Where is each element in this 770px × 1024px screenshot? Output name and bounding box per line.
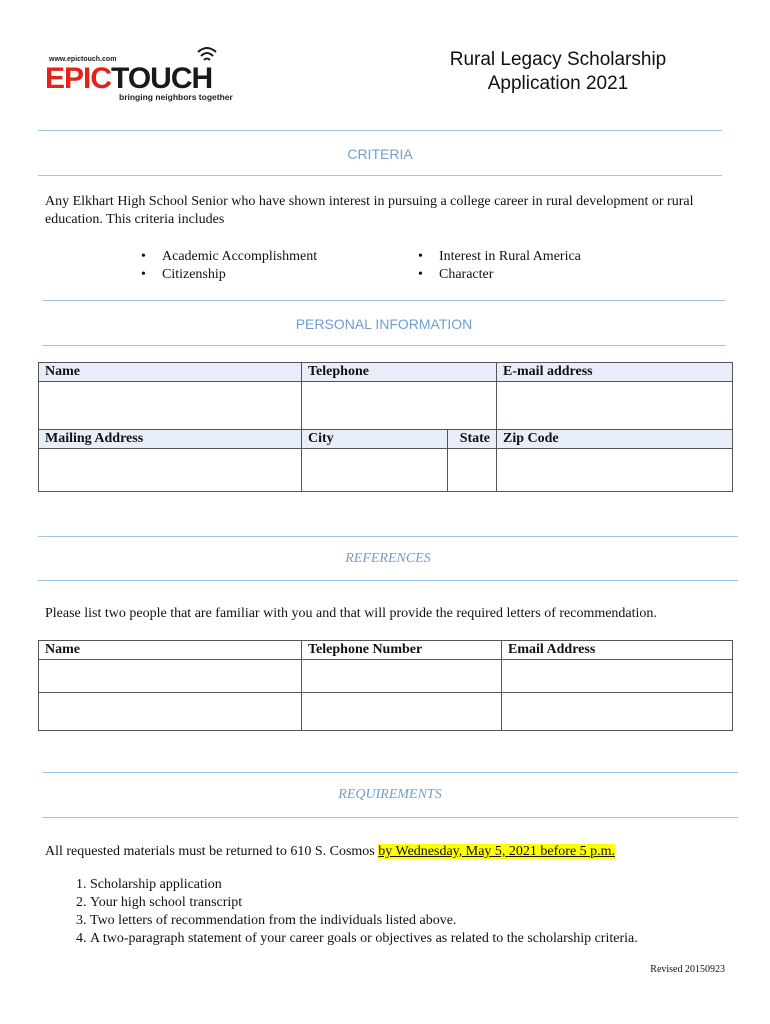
requirement-item: 2. Your high school transcript xyxy=(90,894,770,912)
telephone-field[interactable] xyxy=(302,382,497,430)
epictouch-logo xyxy=(45,44,245,104)
revised-note: Revised 20150923 xyxy=(650,964,725,975)
logo-tagline: bringing neighbors together xyxy=(119,92,233,102)
personal-heading: PERSONAL INFORMATION xyxy=(295,316,473,332)
telephone-label: Telephone xyxy=(302,363,497,382)
criteria-rule-top xyxy=(38,130,722,131)
criteria-bullet: • Citizenship xyxy=(135,266,395,284)
ref1-phone-field[interactable] xyxy=(302,660,502,693)
name-field[interactable] xyxy=(39,382,302,430)
requirements-rule-top xyxy=(42,772,738,773)
logo-wordmark xyxy=(45,64,212,94)
criteria-bullet: • Interest in Rural America xyxy=(412,248,672,266)
ref1-name-field[interactable] xyxy=(39,660,302,693)
requirement-item: 4. A two-paragraph statement of your career goals or objectives as related to the scholarship criteria. xyxy=(90,930,770,948)
requirements-rule-bottom xyxy=(42,817,738,818)
references-rule-bottom xyxy=(38,580,738,581)
references-intro: Please list two people that are familiar with you and that will provide the required letters of recommendation. xyxy=(45,606,657,621)
city-field[interactable] xyxy=(302,449,448,492)
requirements-deadline: by Wednesday, May 5, 2021 before 5 p.m. xyxy=(378,844,616,859)
ref2-email-field[interactable] xyxy=(502,693,733,731)
criteria-rule-bottom xyxy=(38,175,722,176)
ref-name-header: Name xyxy=(39,641,302,660)
criteria-bullets-right xyxy=(412,248,672,284)
personal-rule-bottom xyxy=(42,345,726,346)
zip-label: Zip Code xyxy=(497,430,733,449)
logo-word-touch: TOUCH xyxy=(111,62,213,95)
requirement-item: 1. Scholarship application xyxy=(90,876,770,894)
state-label: State xyxy=(448,430,497,449)
email-label: E-mail address xyxy=(497,363,733,382)
mailing-address-field[interactable] xyxy=(39,449,302,492)
logo-word-epic: EPIC xyxy=(45,62,112,95)
ref2-name-field[interactable] xyxy=(39,693,302,731)
criteria-intro: Any Elkhart High School Senior who have shown interest in pursuing a college career in rural development or rural education. This criteria includes xyxy=(45,194,694,227)
ref1-email-field[interactable] xyxy=(502,660,733,693)
state-field[interactable] xyxy=(448,449,497,492)
ref2-phone-field[interactable] xyxy=(302,693,502,731)
zip-field[interactable] xyxy=(497,449,733,492)
logo-url: www.epictouch.com xyxy=(49,56,117,63)
criteria-bullets-left xyxy=(135,248,395,284)
references-rule-top xyxy=(38,536,738,537)
city-label: City xyxy=(302,430,448,449)
criteria-heading: CRITERIA xyxy=(347,146,413,162)
personal-info-table xyxy=(38,362,733,492)
ref-email-header: Email Address xyxy=(502,641,733,660)
references-table xyxy=(38,640,733,731)
criteria-bullet: • Academic Accomplishment xyxy=(135,248,395,266)
requirements-intro xyxy=(45,843,735,861)
requirements-heading: REQUIREMENTS xyxy=(338,787,442,802)
personal-rule-top xyxy=(42,300,726,301)
requirement-item: 3. Two letters of recommendation from the individuals listed above. xyxy=(90,912,770,930)
title-line-1: Rural Legacy Scholarship xyxy=(449,49,667,70)
criteria-bullet: • Character xyxy=(412,266,672,284)
references-heading: REFERENCES xyxy=(345,551,431,566)
requirements-list xyxy=(45,876,770,948)
mailing-address-label: Mailing Address xyxy=(39,430,302,449)
email-field[interactable] xyxy=(497,382,733,430)
ref-phone-header: Telephone Number xyxy=(302,641,502,660)
document-title xyxy=(428,48,688,96)
name-label: Name xyxy=(39,363,302,382)
title-line-2: Application 2021 xyxy=(487,73,629,94)
requirements-intro-text: All requested materials must be returned to 610 S. Cosmos xyxy=(45,844,379,859)
